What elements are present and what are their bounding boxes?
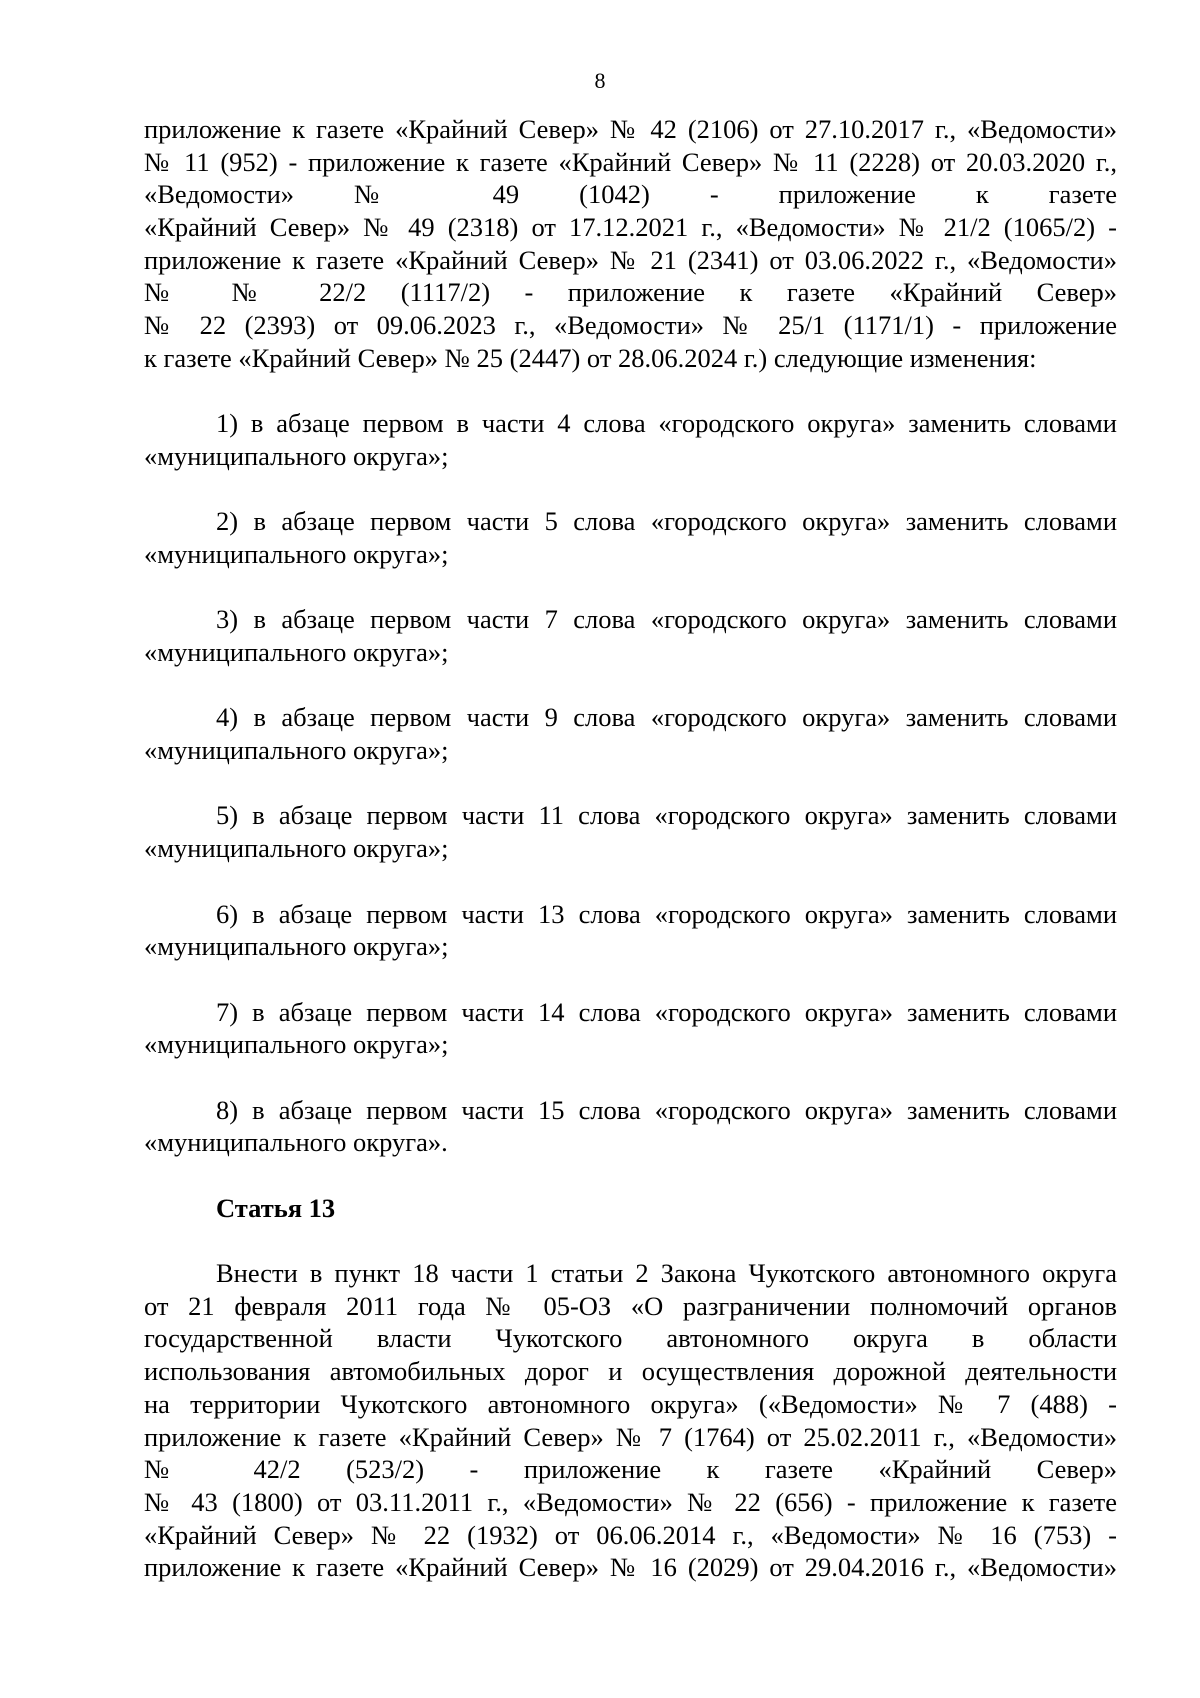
text-line: № 43 (1800) от 03.11.2011 г., «Ведомости» № 22 (656) - приложение к газете (144, 1486, 1117, 1517)
text-line: государственной власти Чукотского автономного округа в области (144, 1323, 1117, 1354)
amendment-item (144, 898, 1117, 963)
text-line: приложение к газете «Крайний Север» № 16 (2029) от 29.04.2016 г., «Ведомости» (144, 1552, 1117, 1583)
amendment-line: «муниципального округа»; (144, 833, 449, 864)
paragraph-gap (144, 1061, 1117, 1094)
text-line: приложение к газете «Крайний Север» № 42 (2106) от 27.10.2017 г., «Ведомости» (144, 114, 1117, 144)
amendment-item (144, 505, 1117, 570)
paragraph-gap (144, 767, 1117, 800)
amendment-item (144, 407, 1117, 472)
document-body (144, 113, 1117, 1584)
amendment-line: 7) в абзаце первом части 14 слова «городского округа» заменить словами (216, 996, 1117, 1027)
amendment-item (144, 603, 1117, 668)
amendment-item (144, 799, 1117, 864)
paragraph-gap (144, 571, 1117, 604)
text-line: использования автомобильных дорог и осуществления дорожной деятельности (144, 1356, 1117, 1387)
amendment-line: 8) в абзаце первом части 15 слова «городского округа» заменить словами (216, 1094, 1117, 1125)
article-paragraph (144, 1257, 1117, 1584)
amendment-item (144, 1094, 1117, 1159)
text-line: Внести в пункт 18 части 1 статьи 2 Закона Чукотского автономного округа (216, 1258, 1117, 1289)
amendment-item (144, 701, 1117, 766)
amendment-line: «муниципального округа». (144, 1127, 448, 1158)
amendment-line: «муниципального округа»; (144, 931, 449, 962)
text-line: на территории Чукотского автономного округа» («Ведомости» № 7 (488) - (144, 1388, 1117, 1419)
text-line: «Крайний Север» № 49 (2318) от 17.12.2021 г., «Ведомости» № 21/2 (1065/2) - (144, 212, 1117, 243)
amendment-line: «муниципального округа»; (144, 440, 449, 471)
paragraph-gap (144, 1159, 1117, 1192)
paragraph-gap (144, 1224, 1117, 1257)
paragraph-gap (144, 669, 1117, 702)
amendment-item (144, 996, 1117, 1061)
amendment-line: 1) в абзаце первом в части 4 слова «городского округа» заменить словами (216, 408, 1117, 439)
amendment-line: 4) в абзаце первом части 9 слова «городского округа» заменить словами (216, 702, 1117, 733)
paragraph-gap (144, 473, 1117, 506)
amendment-line: 2) в абзаце первом части 5 слова «городского округа» заменить словами (216, 506, 1117, 537)
amendment-line: «муниципального округа»; (144, 735, 449, 766)
text-line: № 42/2 (523/2) - приложение к газете «Крайний Север» (144, 1454, 1117, 1485)
amendment-line: «муниципального округа»; (144, 1029, 449, 1060)
page-number: 8 (594, 68, 606, 93)
intro-paragraph (144, 113, 1117, 375)
text-line: «Крайний Север» № 22 (1932) от 06.06.2014 г., «Ведомости» № 16 (753) - (144, 1519, 1117, 1550)
text-line: № 22 (2393) от 09.06.2023 г., «Ведомости» № 25/1 (1171/1) - приложение (144, 310, 1117, 341)
amendment-line: «муниципального округа»; (144, 538, 449, 569)
text-line: приложение к газете «Крайний Север» № 7 (1764) от 25.02.2011 г., «Ведомости» (144, 1421, 1117, 1452)
paragraph-gap (144, 865, 1117, 898)
text-line: от 21 февраля 2011 года № 05-ОЗ «О разграничении полномочий органов (144, 1290, 1117, 1321)
text-line: к газете «Крайний Север» № 25 (2447) от 28.06.2024 г.) следующие изменения: (144, 342, 1037, 373)
amendment-line: 6) в абзаце первом части 13 слова «городского округа» заменить словами (216, 898, 1117, 929)
paragraph-gap (144, 375, 1117, 408)
amendment-line: 3) в абзаце первом части 7 слова «городского округа» заменить словами (216, 604, 1117, 635)
article-heading: Статья 13 (216, 1192, 336, 1223)
amendment-line: «муниципального округа»; (144, 637, 449, 667)
text-line: приложение к газете «Крайний Север» № 21 (2341) от 03.06.2022 г., «Ведомости» (144, 244, 1117, 275)
paragraph-gap (144, 963, 1117, 996)
text-line: № № 22/2 (1117/2) - приложение к газете «Крайний Север» (144, 277, 1117, 308)
amendment-line: 5) в абзаце первом части 11 слова «городского округа» заменить словами (216, 800, 1117, 831)
text-line: № 11 (952) - приложение к газете «Крайний Север» № 11 (2228) от 20.03.2020 г., (144, 146, 1117, 177)
text-line: «Ведомости» № 49 (1042) - приложение к газете (144, 179, 1117, 210)
